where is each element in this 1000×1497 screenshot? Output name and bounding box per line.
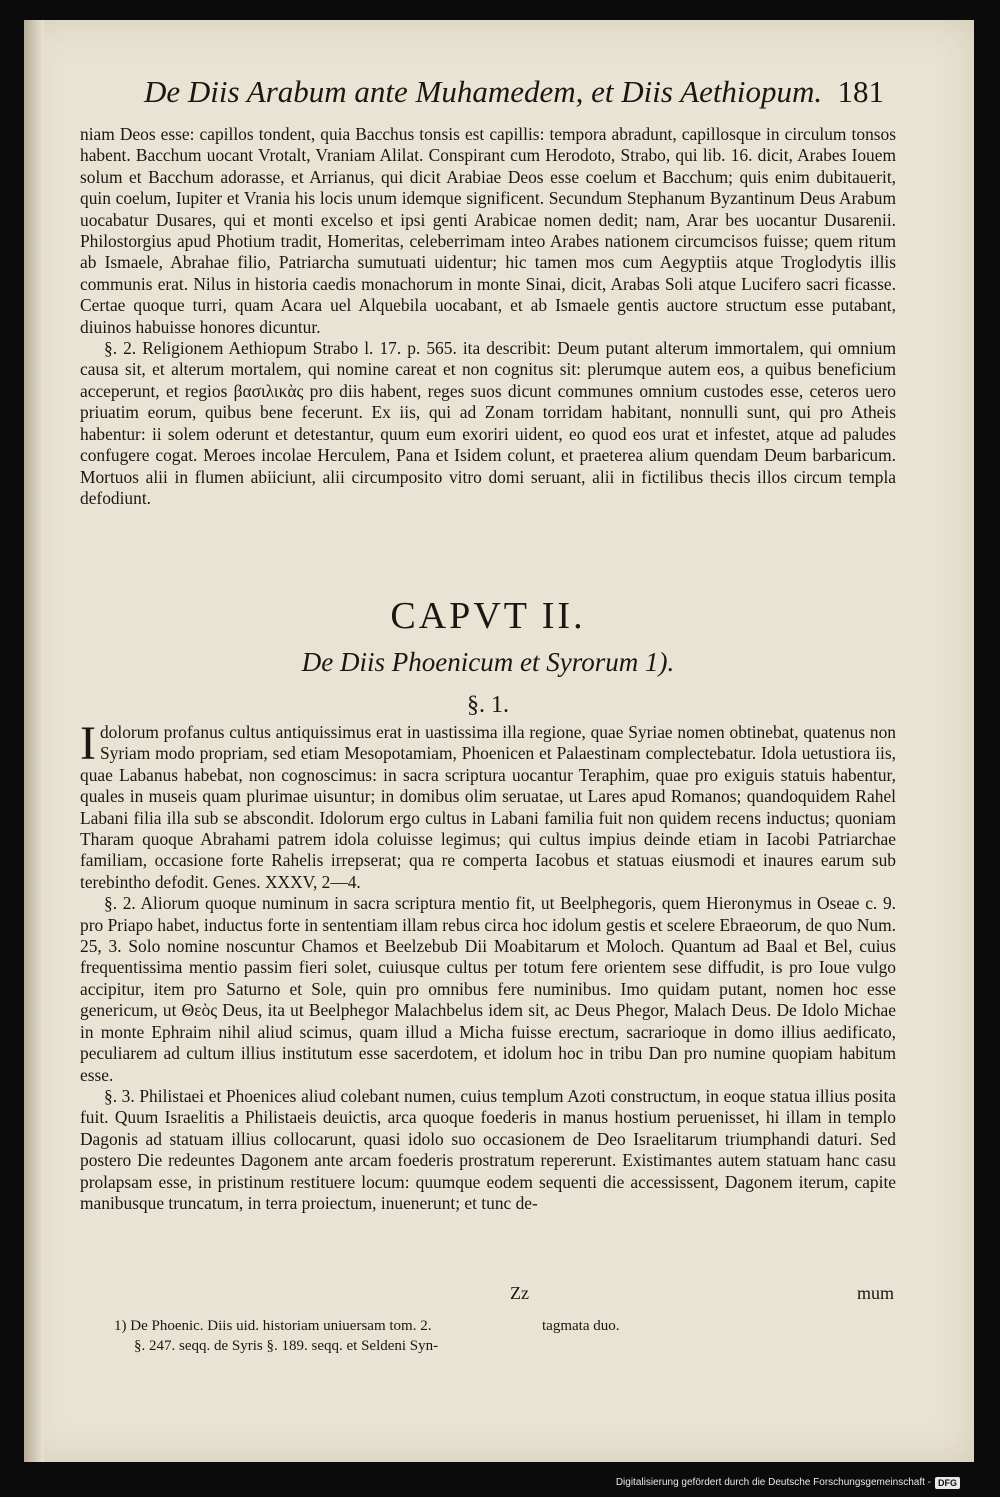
chapter-subtitle: De Diis Phoenicum et Syrorum 1). [301,647,675,677]
footnote [114,1316,534,1356]
running-head [144,72,884,112]
section-mark: §. 1. [467,692,509,718]
paragraph-aethiopian-religion: §. 2. Religionem Aethiopum Strabo l. 17. p. 565. ita describit: Deum putant alterum immortalem, qui omnium causa sit, et alterum mortalem, qui nomine careat et non cognitus sit: plerumque autem eos, a quibus beneficium acceperunt, et regios βασιλικὰς pro diis habent, reges suos dicunt communes omnium custodes esse, ceteros uero priuatim eorum, quibus bene fecerunt. Ex iis, qui ad Zonam torridam habitant, nonnulli sunt, qui pro Atheis habentur: ii solem oderunt et detestantur, quum eum exoriri uident, eo quod eos urat et infestet, atque ad paludes confugere cogat. Meroes incolae Herculem, Pana et Isidem colunt, et praeterea alium quendam Deum barbaricum. Mortuos alii in flumen abiiciunt, alii circumposito vitro domi seruant, alii in fictilibus thecis illos circum templa defodiunt. [80,338,896,508]
running-head-title: De Diis Arabum ante Muhamedem, et Diis Aethiopum. [144,74,823,109]
chapter-title: CAPVT II. [390,595,586,637]
catchword: mum [856,1283,894,1303]
paragraph-arabian-gods: niam Deos esse: capillos tondent, quia Bacchus tonsis est capillis: tempora abradunt, capillosque in circulum tonsos habent. Bacchum uocant Vrotalt, Vraniam Alilat. Conspirant cum Herodoto, Strabo, qui lib. 16. dicit, Arabes Iouem solum et Bacchum adorasse, et Arrianus, qui dicit Arabiae Deos esse coelum et Bacchum; quis enim dubitauerit, quin coelum, Iupiter et Vrania his locis unum idemque significent. Secundum Stephanum Byzantinum Deus Arabum uocabatur Dusares, qui et monti excelso et ipsi genti Arabicae nomen dedit; nam, Arar bes uocantur Dusarenii. Philostorgius apud Photium tradit, Homeritas, celeberrimam inteo Arabes nationem circumcisos fuisse; quem ritum ab Ismaele, Abrahae filio, Patriarcha sumutuati uidentur; hic tamen mos cum Aegyptiis atque Troglodytis illis communis erat. Nilus in historia caedis monachorum in monte Sinai, dicit, Arabas Soli atque Lucifero sacri ficasse. Certae quoque turri, quam Acara uel Alquebila uocabant, et ab Ismaele gentis auctore structum esse putabant, diuinos habuisse honores dicuntur. [80,124,896,337]
page-gutter-shadow [24,20,44,1462]
paragraph-dagon: §. 3. Philistaei et Phoenices aliud colebant numen, cuius templum Azoti constructum, in eoque statua illius posita fuit. Quum Israelitis a Philistaeis deuictis, arca quoque foederis in manus hostium peruenisset, hi illam in templo Dagonis ad statuam illius collocarunt, quasi idolo suo occasionem de Deo Israelitarum triumphandi daturi. Sed postero Die redeuntes Dagonem ante arcam foederis prostratum repererunt. Existimantes autem statuam hanc casu prolapsam esse, in pristinum restituere locum: quumque eodem sequenti die accessissent, Dagonem iterum, capite manibusque truncatum, in terra proiectum, inuenerunt; et tunc de- [80,1085,896,1213]
page-number: 181 [837,74,884,109]
book-page [24,20,974,1462]
footnote-line-2: §. 247. seqq. de Syris §. 189. seqq. et Seldeni Syn- [134,1338,439,1354]
upper-text-block [80,124,896,509]
paragraph-idolatry [80,717,896,893]
lower-text-block [80,717,896,1214]
credit-text: Digitalisierung gefördert durch die Deutsche Forschungsgemeinschaft - [615,1477,931,1488]
digitization-credit [616,1476,960,1490]
drop-cap: I [80,717,96,770]
signature-mark: Zz [510,1283,529,1303]
paragraph-other-deities: §. 2. Aliorum quoque numinum in sacra scriptura mentio fit, ut Beelphegoris, quem Hieronymus in Oseae c. 9. pro Priapo habet, inductus forte in sententiam illam rebus circa hoc idolum gestis et scelere Ebraeorum, de quo Num. 25, 3. Solo nomine noscuntur Chamos et Beelzebub Dii Moabitarum et Moloch. Quantum ad Baal et Bel, cuius frequentissima mentio passim fieri solet, cuiusque cultus per totum fere orientem sese diffudit, is pro Ioue vulgo accipitur, item pro Saturno et Sole, quin pro omnibus fere numinibus. Imo quidam putant, nomen hoc esse genericum, ut Θεὸς Deus, ita ut Beelphegor Malachbelus idem sit, ac Deus Phegor, Malach Deus. De Idolo Michae in monte Ephraim nihil aliud scimus, quam illud a Micha fuisse erectum, sacrarioque in domo illius aedificato, peculiarem ad cultum illius institutum esse sacerdotem, et idolum hoc in tribu Dan pro numine quopiam habitum esse. [80,893,896,1085]
footnote-continuation: tagmata duo. [542,1318,620,1334]
dfg-logo-icon: DFG [935,1477,960,1489]
paragraph-idolatry-text: dolorum profanus cultus antiquissimus erat in uastissima illa regione, quae Syriae nomen obtinebat, quatenus non Syriam modo propriam, sed etiam Mesopotamiam, Phoenicen et Palaestinam complectebatur. Idola uetustiora iis, quae Labanus habebat, non cognoscimus: in sacra scriptura uocantur Teraphim, quae pro exiguis statuis habentur, quales in museis quam plurimae uisuntur; in domibus olim seruatae, ut Lares apud Romanos; quandoquidem Rahel Labani filia illa sub se abscondit. Idolorum ergo cultus in Labani familia fuit non quidem recens inductus; quoniam Tharam quoque Abrahami patrem idola coluisse legimus; qui cultus impius deinde etiam in Iacobi Patriarchae familiam, occasione forte Rahelis irrepserat; qua re comperta Iacobus et statuas eiusmodi et inaures earum sub terebintho defodit. Genes. XXXV, 2—4. [80,722,896,892]
footnote-line-1: 1) De Phoenic. Diis uid. historiam uniuersam tom. 2. [114,1318,432,1334]
